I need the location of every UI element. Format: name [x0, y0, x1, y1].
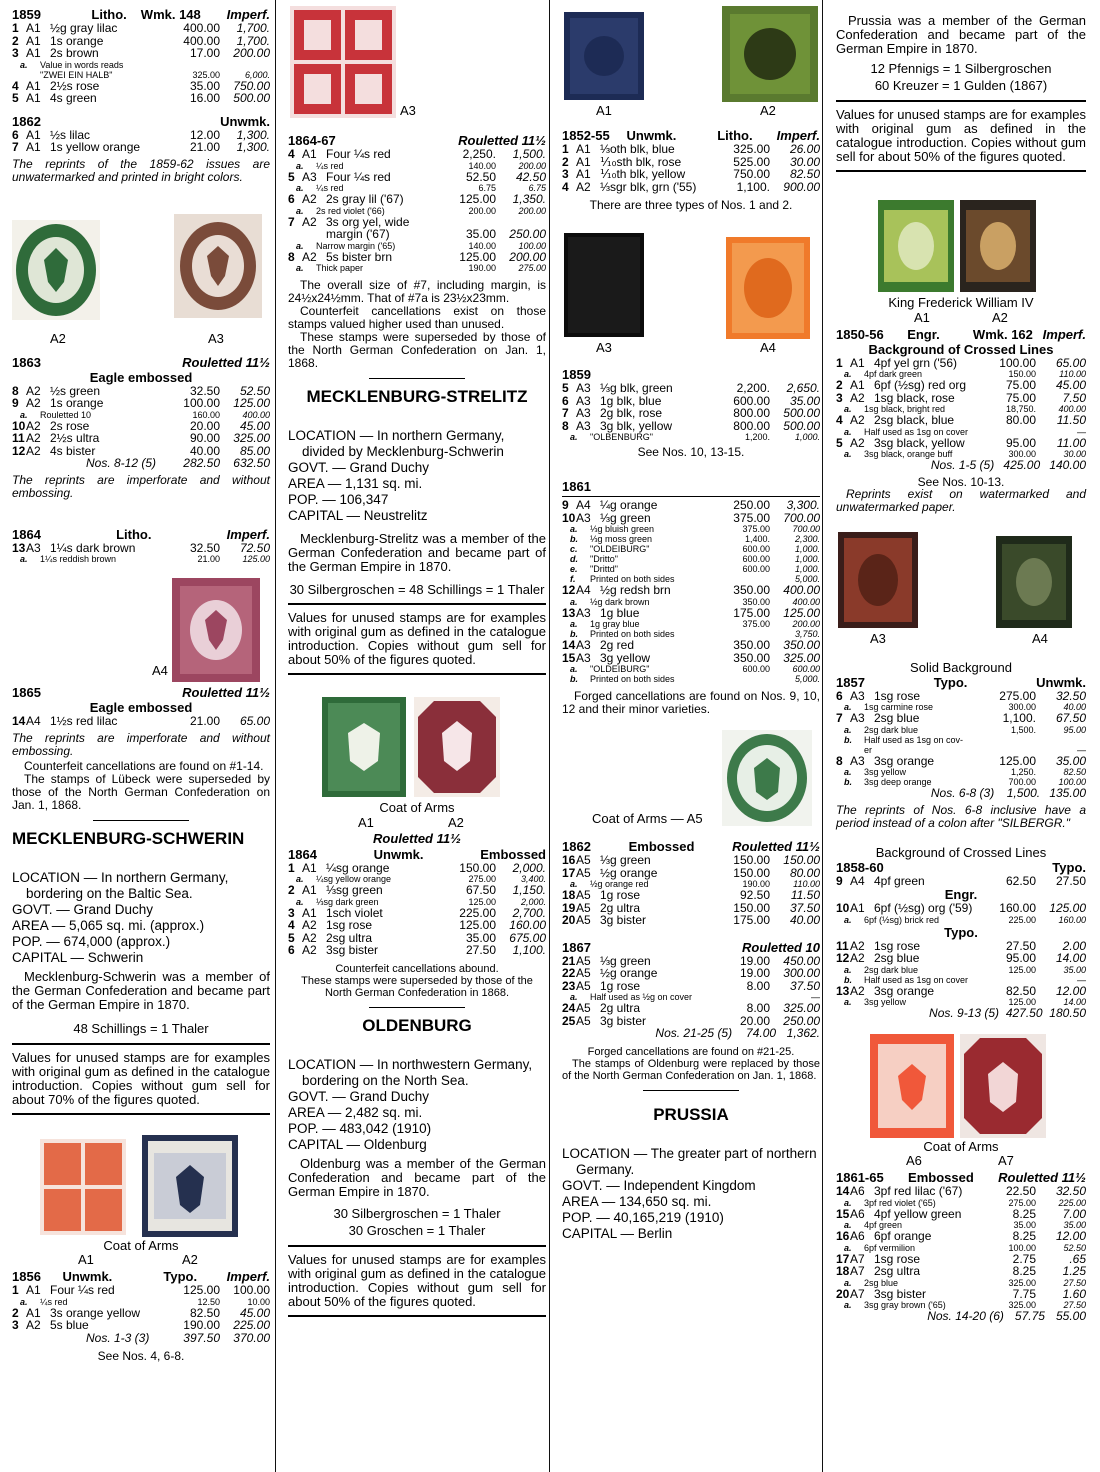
variety-row: a. 3sg yellow 1,250. 82.50	[844, 767, 1086, 778]
column-3	[562, 6, 820, 1242]
stamp-row: 6 A3 1sg rose 275.00 32.50	[836, 688, 1086, 703]
see-also: See Nos. 10-13.	[917, 474, 1005, 489]
stamp-row: 6 A2 3sg bister 27.50 1,100.	[288, 943, 546, 958]
stamp-row: 9 A4 ¼g orange 250.00 3,300.	[562, 498, 820, 512]
variety-row: b. Printed on both sides 5,000.	[570, 674, 820, 684]
stamp-illustrations	[12, 220, 270, 332]
variety-row: f. Printed on both sides 5,000.	[570, 574, 820, 584]
variety-row: a. ¼sg yellow orange 275.00 3,400.	[296, 874, 546, 885]
stamp-row: 4 A2 ⅓sgr blk, grn ('55) 1,100. 900.00	[562, 179, 820, 194]
variety-row: a. ¼s red 12.50 10.00	[20, 1296, 270, 1307]
see-also: See Nos. 10, 13-15.	[637, 445, 745, 459]
stamp-row: 20 A7 3sg bister 7.75 1.60	[836, 1286, 1086, 1301]
supersede-note: These stamps were superseded by those of the North German Confederation on Jan. 1, 1868.	[288, 330, 546, 370]
stamp-row: 5 A2 3sg black, yellow 95.00 11.00	[836, 435, 1086, 450]
stamp-image-a1	[564, 12, 644, 100]
stamp-row: 2 A1 3s orange yellow 82.50 45.00	[12, 1305, 270, 1320]
stamp-illustrations	[288, 6, 546, 118]
stamp-row: 1 A1 ½g gray lilac 400.00 1,700.	[12, 21, 270, 35]
stamp-image-a4	[996, 536, 1072, 628]
stamp-row: 15 A6 4pf yellow green 8.25 7.00	[836, 1206, 1086, 1221]
issue-header: 1861	[562, 479, 591, 494]
variety-row: b. Half used as 1sg on cov-	[844, 734, 964, 745]
section-title: PRUSSIA	[653, 1104, 729, 1124]
stamp-image-a5	[722, 730, 812, 826]
supersede-note: These stamps were superseded by those of the North German Confederation in 1868.	[301, 974, 533, 999]
stamp-row: 18 A5 1g rose 92.50 11.50	[562, 888, 820, 902]
issue-header: 1864-67 Rouletted 11½	[288, 133, 546, 148]
stamp-row: 11 A2 1sg rose 27.50 2.00	[836, 938, 1086, 953]
stamp-row: 13 A3 1¼s dark brown 32.50 72.50	[12, 540, 270, 555]
variety-row: b. Printed on both sides 3,750.	[570, 629, 820, 639]
stamp-row: 10 A1 6pf (½sg) org ('59) 160.00 125.00	[836, 901, 1086, 916]
stamp-image-a3-block	[290, 6, 396, 118]
stamp-illustrations	[836, 1034, 1086, 1140]
stamp-row: 7 A1 1s yellow orange 21.00 1,300.	[12, 140, 270, 154]
section-title: MECKLENBURG-SCHWERIN	[12, 828, 245, 848]
column-divider	[822, 0, 823, 1472]
variety-row: a. 3pf red violet ('65) 275.00 225.00	[844, 1197, 1086, 1208]
variety-row: a. ¼s red 6.75 6.75	[296, 183, 546, 193]
caption-a4: A4	[1032, 630, 1048, 646]
stamp-row: 4 A2 1sg rose 125.00 160.00	[288, 918, 546, 933]
issue-subheader: Engr.	[944, 887, 978, 903]
issue-header: 1859	[562, 367, 591, 382]
currency-line: 12 Pfennigs = 1 Silbergroschen	[870, 61, 1052, 76]
stamp-row: 8 A3 3g blk, yellow 800.00 500.00	[562, 418, 820, 433]
section-title: OLDENBURG	[362, 1015, 472, 1035]
variety-row: a. "OLBENBURG" 1,200. 1,000.	[570, 432, 820, 442]
caption-a6: A6	[906, 1153, 922, 1169]
currency-line: 30 Silbergroschen = 1 Thaler	[333, 1205, 501, 1221]
variety-row: a. Narrow margin ('65) 140.00 100.00	[296, 240, 546, 251]
variety-row: a. "OLDEIBURG" 600.00 600.00	[570, 664, 820, 674]
issue-header: 1863 Rouletted 11½	[12, 354, 270, 370]
stamp-image-a6	[870, 1034, 954, 1138]
issue-header: 1862 Unwmk.	[12, 113, 270, 129]
stamp-row: 8 A3 3sg orange 125.00 35.00	[836, 753, 1086, 768]
stamp-row: 17 A5 ½g orange 150.00 80.00	[562, 865, 820, 880]
issue-header: 1858-60 Typo.	[836, 859, 1086, 875]
stamp-row: 1 A1 ¼sg orange 150.00 2,000.	[288, 860, 546, 875]
column-divider	[549, 0, 550, 1472]
stamp-image-a2	[722, 6, 818, 102]
history-paragraph: Oldenburg was a member of the German Confederation and became part of the German Empire in 1870.	[288, 1155, 546, 1199]
currency-line: 48 Schillings = 1 Thaler	[73, 1020, 209, 1036]
reprint-note: The reprints of the 1859-62 issues are unwatermarked and printed in bright colors.	[12, 156, 270, 184]
stamp-row: 3 A1 2s brown 17.00 200.00	[12, 46, 270, 60]
stamp-row: 12 A2 2sg blue 95.00 14.00	[836, 951, 1086, 966]
variety-row: a. 2sg dark blue 125.00 35.00	[844, 964, 1086, 975]
caption-a1: A1	[914, 309, 930, 325]
stamp-image-a1-block	[40, 1139, 126, 1235]
stamp-row: 7 A3 2sg blue 1,100. 67.50	[836, 711, 1086, 726]
divider	[288, 1315, 546, 1317]
stamp-row: 7 A3 2g blk, rose 800.00 500.00	[562, 406, 820, 420]
stamp-row: 24 A5 2g ultra 8.00 325.00	[562, 1001, 820, 1015]
variety-row: a. 1sg black, bright red 18,750. 400.00	[844, 404, 1086, 415]
stamp-image-a2	[414, 697, 500, 797]
history-paragraph: Mecklenburg-Schwerin was a member of the German Confederation and became part of the German Empire in 1870.	[12, 968, 270, 1012]
stamp-illustrations	[12, 578, 270, 684]
caption-row	[836, 311, 1086, 326]
variety-row: a. 3sg black, orange buff 300.00 30.00	[844, 449, 1086, 460]
caption-row	[562, 104, 820, 119]
variety-row: b. 3sg deep orange 700.00 100.00	[844, 777, 1086, 788]
stamp-row: 15 A3 3g yellow 350.00 325.00	[562, 650, 820, 665]
total-row: Nos. 9-13 (5) 427.50 180.50	[929, 1006, 1086, 1021]
stamp-row: 14 A3 2g red 350.00 350.00	[562, 638, 820, 652]
total-row: Nos. 8-12 (5) 282.50 632.50	[86, 456, 270, 470]
stamp-row: 11 A2 2½s ultra 90.00 325.00	[12, 431, 270, 445]
stamp-list	[836, 1185, 1086, 1323]
stamp-row: 6 A1 ½s lilac 12.00 1,300.	[12, 127, 270, 142]
stamp-list	[562, 955, 820, 1040]
stamp-row: 3 A1 ⅒th blk, yellow 750.00 82.50	[562, 167, 820, 181]
history-paragraph: Prussia was a member of the German Confederation and became part of the German Empire in 1870.	[836, 13, 1086, 56]
types-note: There are three types of Nos. 1 and 2.	[589, 198, 793, 212]
stamp-list	[562, 143, 820, 193]
stamp-image-a1	[322, 697, 406, 797]
stamp-row: 25 A5 3g bister 20.00 250.00	[562, 1013, 820, 1028]
divider	[643, 1090, 739, 1091]
total-row: Nos. 1-3 (3) 397.50 370.00	[86, 1330, 270, 1345]
column-1	[12, 6, 270, 1362]
issue-subheader: Typo.	[944, 924, 978, 940]
stamp-row: 1 A1 4pf yel grn ('56) 100.00 65.00	[836, 355, 1086, 370]
variety-row: d. "Dritto" 600.00 1,000.	[570, 554, 820, 564]
see-also: See Nos. 4, 6-8.	[97, 1349, 185, 1364]
stamp-illustrations	[288, 697, 546, 801]
variety-row: a. Rouletted 10 160.00 400.00	[20, 409, 270, 420]
caption-coat-of-arms-a5: Coat of Arms — A5	[592, 811, 703, 826]
stamp-row: 9 A4 4pf green 62.50 27.50	[836, 873, 1086, 888]
reprint-note: The reprints are imperforate and without embossing.	[12, 472, 270, 500]
stamp-row: 20 A5 3g bister 175.00 40.00	[562, 913, 820, 927]
issue-subheader: Rouletted 11½	[373, 830, 461, 846]
stamp-list	[12, 129, 270, 154]
stamp-row: 22 A5 ½g orange 19.00 300.00	[562, 966, 820, 980]
total-row: Nos. 14-20 (6) 57.75 55.00	[927, 1309, 1086, 1324]
caption-a3: A3	[870, 630, 886, 646]
issue-header: 1850-56 Engr. Wmk. 162 Imperf.	[836, 326, 1086, 342]
caption-coat-of-arms: Coat of Arms	[923, 1138, 999, 1154]
stamp-image-a3	[174, 214, 262, 318]
variety-row: a. 2s red violet ('66) 200.00 200.00	[296, 205, 546, 216]
stamp-image-a3	[564, 233, 644, 337]
variety-row: a. ½g dark brown 350.00 400.00	[570, 596, 820, 607]
stamp-row: 5 A1 4s green 16.00 500.00	[12, 91, 270, 105]
variety-row: a. 4pf green 35.00 35.00	[844, 1220, 1086, 1231]
stamp-row: 23 A5 1g rose 8.00 37.50	[562, 978, 820, 993]
divider	[836, 170, 1086, 172]
stamp-list	[836, 357, 1086, 472]
stamp-row: 14 A4 1½s red lilac 21.00 65.00	[12, 714, 270, 728]
caption-a2: A2	[760, 103, 776, 118]
stamp-list	[288, 862, 546, 957]
caption-king: King Frederick William IV	[888, 295, 1034, 310]
column-divider	[275, 0, 276, 1472]
stamp-image-a4	[726, 237, 810, 339]
stamp-illustrations	[836, 200, 1086, 296]
variety-row: a. 3sg gray brown ('65) 325.00 27.50	[844, 1300, 1086, 1311]
stamp-row: 4 A1 2½s rose 35.00 750.00	[12, 78, 270, 93]
stamp-row: 16 A6 6pf orange 8.25 12.00	[836, 1229, 1086, 1244]
stamp-row: 6 A2 2s gray lil ('67) 125.00 1,350.	[288, 192, 546, 206]
reprint-note: Reprints exist on watermarked and unwatermarked paper.	[836, 486, 1086, 514]
stamp-illustrations	[836, 532, 1086, 632]
stamp-row: 13 A2 3sg orange 82.50 12.00	[836, 983, 1086, 998]
location-info: LOCATION — In northern Germany, bordering on the Baltic Sea. GOVT. — Grand Duchy AREA — 5,065 sq. mi. (approx.) POP. — 674,000 (approx.) CAPITAL — Schwerin	[12, 869, 229, 965]
stamp-row: 16 A5 ⅓g green 150.00 150.00	[562, 853, 820, 867]
history-paragraph: Mecklenburg-Strelitz was a member of the German Confederation and became part of the German Empire in 1870.	[288, 531, 546, 575]
stamp-image-a2	[12, 220, 100, 320]
counterfeit-note: Counterfeit cancellations are found on #1-14.	[24, 758, 264, 773]
issue-header: 1859 Litho. Wmk. 148 Imperf.	[12, 7, 271, 22]
stamp-row: 12 A2 4s bister 40.00 85.00	[12, 443, 270, 458]
stamp-image-a1	[878, 200, 954, 292]
stamp-row: 3 A2 5s blue 190.00 225.00	[12, 1318, 270, 1333]
stamp-row: 18 A7 2sg ultra 8.25 1.25	[836, 1264, 1086, 1279]
variety-row: b. Half used as 1sg on cover —	[844, 974, 1086, 985]
stamp-list	[836, 902, 1086, 925]
stamp-row: 5 A3 Four ¼s red 52.50 42.50	[288, 169, 546, 184]
stamp-row: 10 A3 ⅓g green 375.00 700.00	[562, 510, 820, 525]
stamp-row: 8 A2 5s bister brn 125.00 200.00	[288, 249, 546, 264]
stamp-illustrations	[562, 730, 820, 826]
caption-a2: A2	[992, 309, 1008, 325]
column-4	[836, 6, 1086, 1323]
variety-row: a. Half used as 1sg on cover —	[844, 426, 1086, 437]
variety-row: a. Half used as ½g on cover —	[570, 992, 820, 1002]
stamp-list	[562, 382, 820, 442]
variety-row: a. ⅓g bluish green 375.00 700.00	[570, 524, 820, 534]
divider	[369, 1007, 465, 1008]
stamp-row: 5 A3 ⅓g blk, green 2,200. 2,650.	[562, 381, 820, 395]
issue-subheader: Eagle embossed	[89, 700, 193, 715]
stamp-list	[12, 1307, 270, 1332]
stamp-row: 2 A1 6pf (½sg) red org 75.00 45.00	[836, 378, 1086, 393]
stamp-row: 12 A4 ½g redsh brn 350.00 400.00	[562, 583, 820, 597]
divider	[836, 100, 1086, 102]
counterfeit-note: Counterfeit cancellations abound.	[335, 962, 499, 975]
location-info: LOCATION — The greater part of northern Germany. GOVT. — Independent Kingdom AREA — 134,650 sq. mi. POP. — 40,165,219 (1910) CAPITAL — Berlin	[562, 1145, 817, 1241]
variety-row: e. "Drittd" 600.00 1,000.	[570, 564, 820, 574]
divider	[369, 378, 465, 379]
stamp-list	[12, 80, 270, 105]
issue-header: 1864 Litho. Imperf.	[12, 526, 270, 542]
stamp-row: 7 A2 3s org yel, wide	[288, 214, 410, 229]
stamp-image-a4	[172, 578, 260, 682]
stamp-row: 8 A2 ½s green 32.50 52.50	[12, 383, 270, 398]
issue-header: 1867 Rouletted 10	[562, 939, 820, 955]
values-note: Values for unused stamps are for examples with original gum as defined in the catalogue introduction. Copies without gum sell for about 50% of the figures quoted.	[288, 1251, 546, 1309]
variety-row: a. 1sg carmine rose 300.00 40.00	[844, 702, 1086, 713]
stamp-row: 3 A1 1sch violet 225.00 2,700.	[288, 905, 546, 920]
stamp-list	[562, 854, 820, 927]
background-label: Background of Crossed Lines	[875, 844, 1047, 860]
stamp-row: 4 A1 Four ¼s red 2,250. 1,500.	[288, 147, 546, 161]
stamp-list	[12, 385, 270, 410]
size-note: The overall size of #7, including margin, is 24½x24½mm. That of #7a is 23½x23mm.	[288, 278, 546, 305]
issue-header: 1861-65 Embossed Rouletted 11½	[836, 1170, 1086, 1186]
variety-row: a. 3sg yellow 125.00 14.00	[844, 997, 1086, 1008]
variety-row: a. 2sg dark blue 1,500. 95.00	[844, 724, 1086, 735]
stamp-image-a7	[960, 1034, 1046, 1138]
variety-row: a. 4pf dark green 150.00 110.00	[844, 369, 1086, 380]
caption-a3: A3	[400, 103, 416, 118]
stamp-row: 2 A1 ⅓sg green 67.50 1,150.	[288, 883, 546, 898]
caption-a2: A2	[448, 814, 464, 830]
reprint-note: The reprints of Nos. 6-8 inclusive have a period instead of a colon after "SILBERGR."	[836, 802, 1086, 830]
total-row: Nos. 1-5 (5) 425.00 140.00	[930, 458, 1087, 473]
caption-row	[12, 1253, 270, 1268]
stamp-row: 14 A6 3pf red lilac ('67) 22.50 32.50	[836, 1184, 1086, 1199]
caption-a3: A3	[596, 340, 612, 355]
stamp-list	[12, 22, 270, 60]
issue-header: 1864 Unwmk. Embossed	[288, 846, 546, 862]
caption-a1: A1	[358, 814, 374, 830]
divider	[288, 673, 546, 675]
caption-a2: A2	[182, 1252, 198, 1268]
issue-header: 1852-55 Unwmk. Litho. Imperf.	[562, 128, 820, 143]
variety-row: a. 6pf (½sg) brick red 225.00 160.00	[844, 914, 1086, 925]
caption-row	[288, 816, 546, 831]
stamp-row: 13 A3 1g blue 175.00 125.00	[562, 605, 820, 620]
stamp-illustrations	[562, 12, 820, 104]
caption-row	[836, 1154, 1086, 1169]
issue-header: 1856 Unwmk. Typo. Imperf.	[12, 1269, 271, 1285]
caption-a2: A2	[50, 330, 66, 346]
stamp-row: 21 A5 ⅓g green 19.00 450.00	[562, 953, 820, 968]
stamp-row: 5 A2 2sg ultra 35.00 675.00	[288, 930, 546, 945]
total-row: Nos. 6-8 (3) 1,500. 135.00	[930, 786, 1087, 801]
stamp-row: 6 A3 1g blk, blue 600.00 35.00	[562, 393, 820, 408]
currency-line: 30 Silbergroschen = 48 Schillings = 1 Thaler	[289, 582, 545, 598]
stamp-row: 2 A1 ⅒sth blk, rose 525.00 30.00	[562, 154, 820, 169]
variety-row: a. 6pf vermilion 100.00 52.50	[844, 1242, 1086, 1253]
caption-a7: A7	[998, 1153, 1014, 1169]
stamp-row: 9 A2 1s orange 100.00 125.00	[12, 396, 270, 410]
stamp-illustrations	[12, 1139, 270, 1239]
values-note: Values for unused stamps are for examples with original gum as defined in the catalogue introduction. Copies without gum sell for about 70% of the figures quoted.	[12, 1049, 270, 1107]
counterfeit-note: Counterfeit cancellations exist on those stamps valued higher used than unused.	[288, 304, 546, 331]
caption-coat-of-arms: Coat of Arms	[379, 800, 455, 816]
stamp-row: 19 A5 2g ultra 150.00 37.50	[562, 900, 820, 915]
section-title: MECKLENBURG-STRELITZ	[306, 387, 528, 406]
currency-line: 60 Kreuzer = 1 Gulden (1867)	[874, 78, 1048, 93]
caption-a1: A1	[596, 103, 612, 118]
divider	[12, 1043, 270, 1045]
values-note: Values for unused stamps are for examples with original gum as defined in the catalogue introduction. Copies without gum sell for about 50% of the figures quoted.	[288, 610, 546, 668]
variety-row: b. ⅓g moss green 1,400. 2,300.	[570, 534, 820, 544]
issue-subheader: Eagle embossed	[89, 369, 193, 385]
divider	[93, 820, 189, 821]
stamp-image-a3	[838, 532, 918, 628]
replaced-note: The stamps of Oldenburg were replaced by those of the North German Confederation on Jan. 1, 1868.	[562, 1057, 820, 1082]
values-note: Values for unused stamps are for examples with original gum as defined in the catalogue introduction. Copies without gum sell for about 50% of the figures quoted.	[836, 107, 1086, 164]
supersede-note: The stamps of Lübeck were superseded by those of the North German Confederation on Jan. 1, 1868.	[12, 771, 270, 812]
stamp-list	[288, 148, 546, 273]
variety-row: a. ¼s red 140.00 200.00	[296, 160, 546, 171]
issue-subheader: Background of Crossed Lines	[868, 341, 1054, 357]
column-2	[288, 6, 546, 1323]
stamp-list	[12, 420, 270, 458]
stamp-image-a2	[960, 200, 1036, 292]
caption-a3: A3	[208, 330, 224, 346]
caption-row	[12, 332, 270, 346]
stamp-image-a2	[142, 1135, 238, 1237]
issue-header: 1857 Typo. Unwmk.	[836, 674, 1086, 690]
forged-note: Forged cancellations are found on Nos. 9, 10, 12 and their minor varieties.	[562, 689, 820, 716]
location-info: LOCATION — In northern Germany, divided by Mecklenburg-Schwerin GOVT. — Grand Duchy AREA — 1,131 sq. mi. POP. — 106,347 CAPITAL — Neustrelitz	[288, 428, 505, 524]
stamp-illustrations	[562, 233, 820, 341]
variety-row: c. "OLDEIBURG" 600.00 1,000.	[570, 544, 820, 554]
currency-line: 30 Groschen = 1 Thaler	[348, 1222, 486, 1238]
forged-note: Forged cancellations are found on #21-25.	[587, 1045, 795, 1058]
divider	[12, 1113, 270, 1115]
stamp-list	[836, 690, 1086, 800]
divider	[288, 1245, 546, 1247]
variety-row: a. 1g gray blue 375.00 200.00	[570, 619, 820, 629]
stamp-row: 1 A1 ⅓oth blk, blue 325.00 26.00	[562, 142, 820, 156]
caption-a4: A4	[152, 663, 168, 678]
caption-row	[562, 341, 820, 356]
issue-header: 1865 Rouletted 11½	[12, 685, 270, 700]
variety-row: a. ⅓sg dark green 125.00 2,000.	[296, 896, 546, 907]
caption-a4: A4	[760, 340, 776, 355]
divider	[562, 496, 820, 497]
total-row: Nos. 21-25 (5) 74.00 1,362.	[655, 1026, 821, 1040]
stamp-row: 10 A2 2s rose 20.00 45.00	[12, 418, 270, 433]
divider	[288, 603, 546, 605]
caption-row	[836, 632, 1086, 647]
stamp-row: 17 A7 1sg rose 2.75 .65	[836, 1251, 1086, 1266]
stamp-row: margin ('67) 35.00 250.00	[326, 227, 546, 241]
variety-row: a. ½g orange red 190.00 110.00	[570, 879, 820, 889]
caption-coat-of-arms: Coat of Arms	[103, 1237, 179, 1253]
variety-row: a. 1¼s reddish brown 21.00 125.00	[20, 554, 270, 564]
variety-row: a. 2sg blue 325.00 27.50	[844, 1277, 1086, 1288]
background-label: Solid Background	[910, 659, 1012, 675]
location-info: LOCATION — In northwestern Germany, bordering on the North Sea. GOVT. — Grand Duchy AREA — 2,482 sq. mi. POP. — 483,042 (1910) CAPITAL — Oldenburg	[288, 1056, 533, 1152]
stamp-row: 2 A1 1s orange 400.00 1,700.	[12, 33, 270, 48]
stamp-row: 1 A1 Four ¼s red 125.00 100.00	[12, 1283, 270, 1298]
stamp-row: 4 A2 2sg black, blue 80.00 11.50	[836, 413, 1086, 428]
variety-row: er —	[864, 744, 1086, 755]
variety-row: a. Thick paper 190.00 275.00	[296, 263, 546, 273]
issue-header: 1862 Embossed Rouletted 11½	[562, 839, 820, 854]
stamp-list	[836, 940, 1086, 1020]
reprint-note: The reprints are imperforate and without embossing.	[12, 730, 270, 758]
stamp-row: 3 A2 1sg black, rose 75.00 7.50	[836, 390, 1086, 405]
caption-a1: A1	[78, 1252, 94, 1268]
variety-row: a. Value in words reads "ZWEI EIN HALB" 325.00 6,000.	[20, 59, 270, 80]
stamp-list	[562, 499, 820, 684]
